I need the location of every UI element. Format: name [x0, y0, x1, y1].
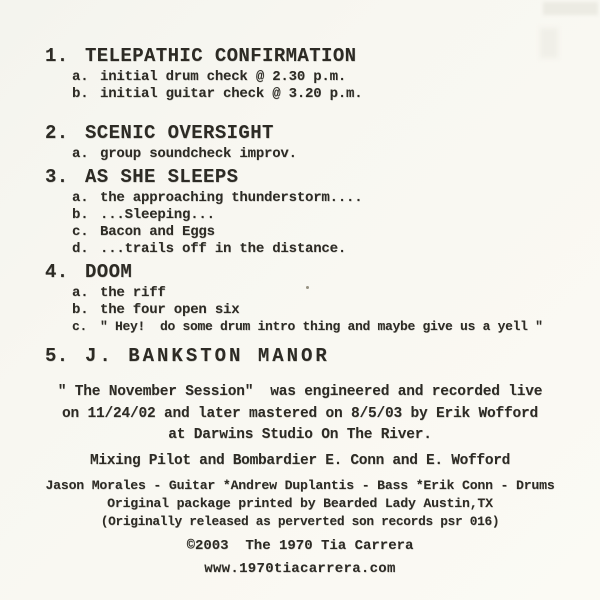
scan-artifact-top-right — [543, 2, 598, 15]
track-subitem — [72, 224, 600, 241]
subitem-text: the riff — [100, 285, 166, 301]
track-heading — [45, 167, 600, 187]
track-number: 1. — [45, 45, 69, 67]
subitem-text: initial drum check @ 2.30 p.m. — [100, 69, 347, 85]
subtrack-list — [72, 146, 600, 163]
subtrack-list — [72, 285, 600, 335]
subitem-letter: c. — [72, 319, 88, 334]
notes-line-1: " The November Session" was engineered and recorded live — [57, 384, 543, 400]
notes-line-3: at Darwins Studio On The River. — [168, 427, 432, 443]
scan-artifact-right — [540, 28, 558, 58]
track-item-2 — [45, 123, 600, 163]
subitem-text: ...trails off in the distance. — [100, 241, 347, 257]
subitem-letter: a. — [72, 146, 89, 162]
track-item-1 — [45, 46, 600, 103]
subitem-letter: a. — [72, 285, 89, 301]
subitem-text: group soundcheck improv. — [100, 146, 297, 162]
track-item-4 — [45, 262, 600, 335]
subitem-text: ...Sleeping... — [100, 207, 215, 223]
track-heading — [45, 123, 600, 143]
session-notes — [0, 382, 600, 447]
track-number: 3. — [45, 166, 69, 188]
subitem-letter: a. — [72, 69, 89, 85]
track-heading — [45, 262, 600, 282]
track-number: 2. — [45, 122, 69, 144]
track-number: 5. — [45, 345, 69, 367]
track-number: 4. — [45, 261, 69, 283]
notes-line-2: on 11/24/02 and later mastered on 8/5/03 by Erik Wofford — [61, 405, 539, 422]
subitem-letter: b. — [72, 86, 89, 102]
track-item-3 — [45, 167, 600, 258]
track-subitem — [72, 285, 600, 302]
subitem-letter: b. — [72, 302, 89, 318]
credit-package: Original package printed by Bearded Lady Austin,TX — [107, 495, 493, 511]
subtrack-list — [72, 69, 600, 103]
website-url: www.1970tiacarrera.com — [204, 560, 396, 577]
track-subitem — [72, 241, 600, 258]
subitem-text: the approaching thunderstorm.... — [100, 190, 363, 206]
subtrack-list — [72, 190, 600, 258]
track-subitem — [72, 190, 600, 207]
credit-musicians: Jason Morales - Guitar *Andrew Duplantis - Bass *Erik Conn - Drums — [45, 477, 555, 493]
track-title: AS SHE SLEEPS — [85, 166, 239, 188]
track-heading — [45, 346, 600, 366]
credit-reissue: (Originally released as perverted son records psr 016) — [100, 513, 500, 529]
copyright-line: ©2003 The 1970 Tia Carrera — [186, 537, 414, 554]
track-subitem — [72, 207, 600, 224]
track-item-5 — [45, 346, 600, 366]
track-heading — [45, 46, 600, 66]
track-subitem — [72, 69, 600, 86]
track-title: TELEPATHIC CONFIRMATION — [85, 45, 357, 67]
subitem-letter: c. — [72, 224, 89, 240]
ink-speck — [306, 286, 309, 289]
subitem-letter: a. — [72, 190, 89, 206]
track-title: DOOM — [85, 261, 133, 283]
subitem-text: the four open six — [100, 302, 240, 318]
track-title: SCENIC OVERSIGHT — [85, 122, 274, 144]
subitem-text: initial guitar check @ 3.20 p.m. — [100, 86, 363, 102]
subitem-text: " Hey! do some drum intro thing and maybe give us a yell " — [100, 319, 543, 334]
track-subitem — [72, 319, 600, 335]
track-subitem — [72, 86, 600, 103]
track-title: J. BANKSTON MANOR — [85, 345, 330, 367]
track-subitem — [72, 302, 600, 319]
credit-mixing: Mixing Pilot and Bombardier E. Conn and E. Wofford — [89, 452, 511, 469]
track-subitem — [72, 146, 600, 163]
subitem-letter: d. — [72, 241, 89, 257]
subitem-letter: b. — [72, 207, 89, 223]
subitem-text: Bacon and Eggs — [100, 224, 215, 240]
